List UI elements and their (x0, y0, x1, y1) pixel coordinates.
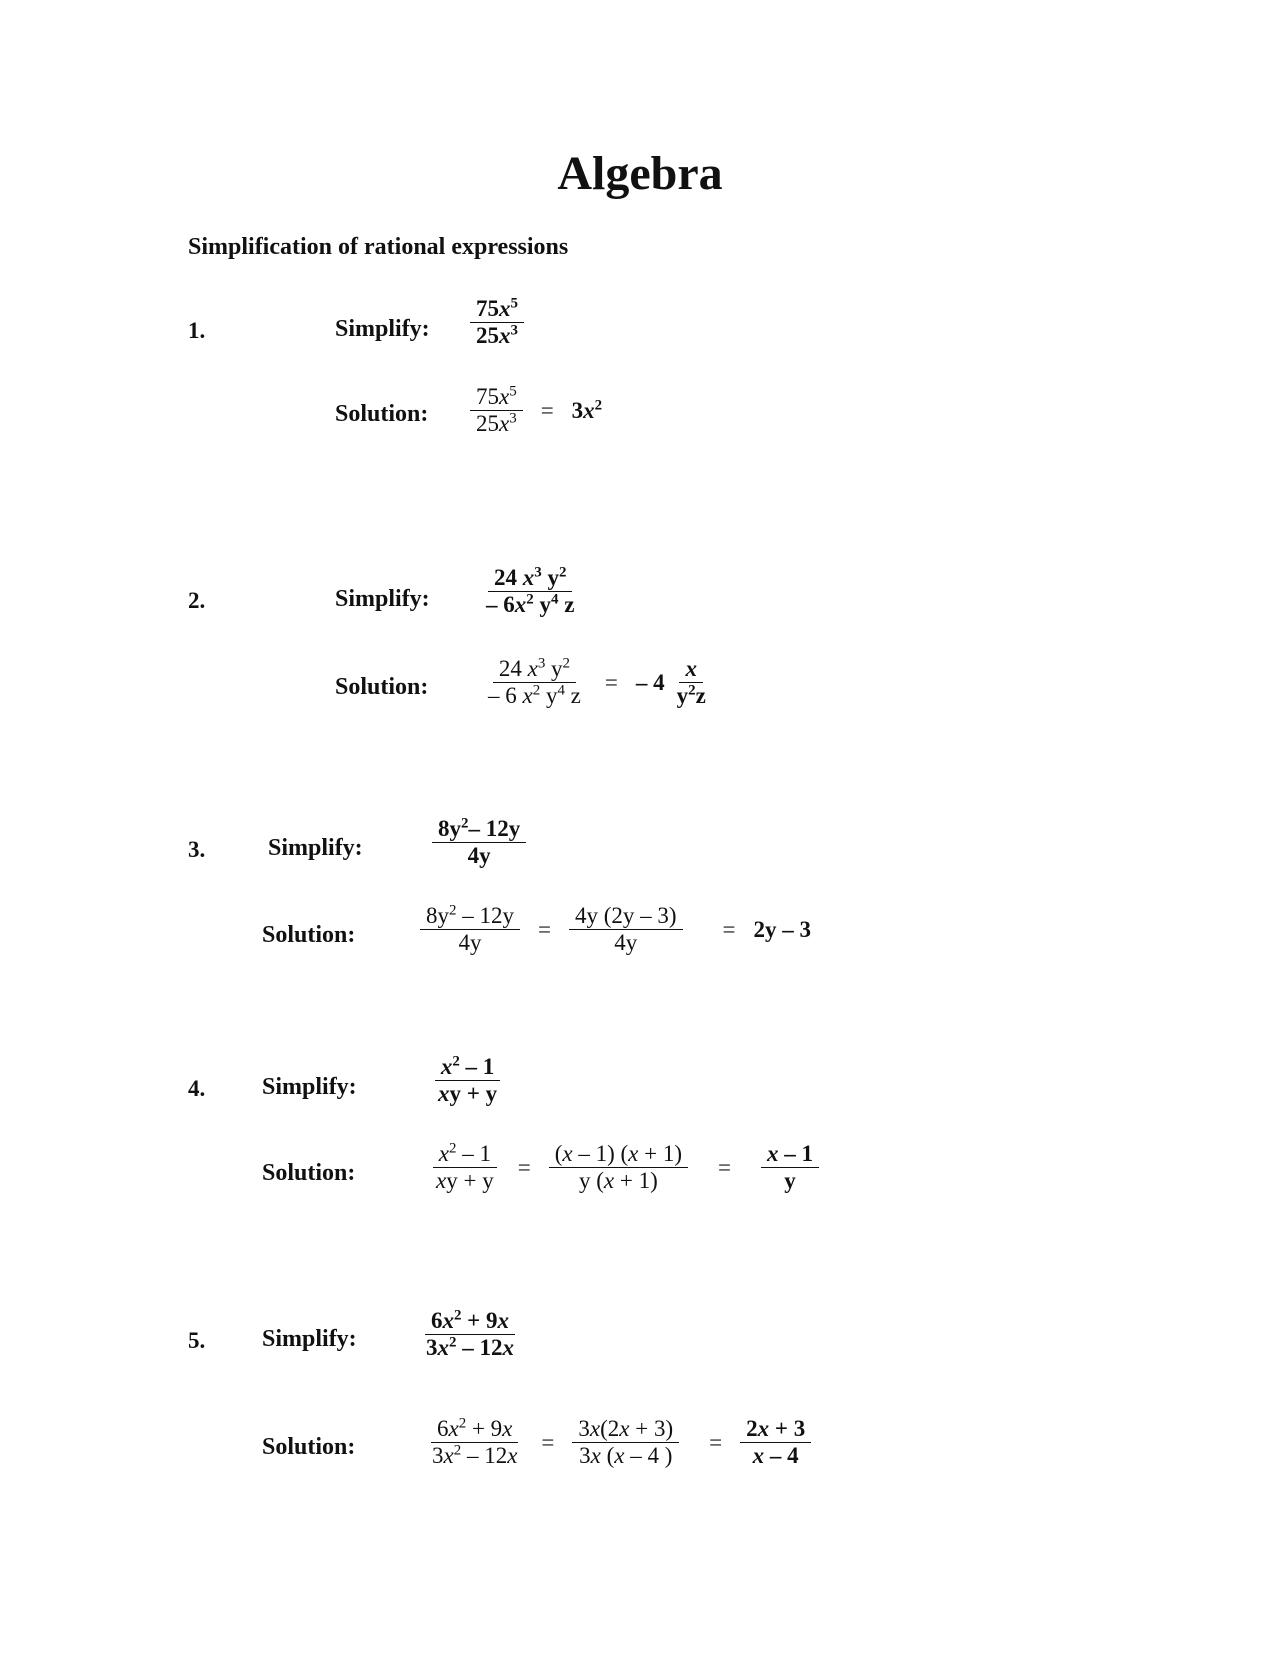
equals-sign: = (541, 1429, 555, 1455)
fraction (572, 1416, 679, 1470)
solution-label: Solution: (262, 1434, 356, 1460)
solution-expression (430, 1141, 819, 1195)
equals-sign: = (604, 669, 618, 695)
denominator: xy + y (436, 1168, 494, 1194)
numerator: x – 1 (761, 1141, 819, 1168)
numerator: $6x^2 + 9x$ (431, 1416, 518, 1443)
numerator: 24 $x^3$ $y^2$ (488, 565, 572, 592)
solution-expression (420, 903, 811, 957)
numerator: $75x^5$ (470, 296, 524, 323)
numerator: $6x^2 + 9x$ (425, 1308, 515, 1335)
denominator: $25x^3$ (476, 322, 518, 349)
numerator: $8y^2-$ 12y (432, 816, 526, 843)
fraction (430, 1141, 500, 1195)
numerator: 3x(2x + 3) (572, 1416, 679, 1443)
answer-prefix: – 4 (635, 669, 665, 695)
denominator: y (x + 1) (578, 1168, 658, 1194)
simplify-label: Simplify: (335, 586, 430, 612)
fraction (426, 1416, 523, 1470)
denominator: 4y (467, 843, 491, 869)
denominator: 4y (614, 930, 638, 956)
solution-expression (482, 656, 712, 710)
problem-expression (432, 816, 526, 870)
denominator: xy + y (438, 1081, 498, 1107)
denominator: 3x (x – 4 ) (579, 1443, 673, 1469)
denominator: y (784, 1168, 796, 1194)
equals-sign: = (537, 916, 551, 942)
equals-sign: = (722, 916, 736, 942)
solution-expression (470, 384, 602, 438)
solution-expression (426, 1416, 811, 1470)
denominator: – 6 $x^2$ $y^4$ z (488, 682, 581, 709)
equals-sign: = (709, 1429, 723, 1455)
problem-number: 2. (188, 588, 206, 613)
simplify-label: Simplify: (335, 316, 430, 342)
numerator: 4y (2y – 3) (569, 903, 683, 930)
numerator: $x^2 - 1$ (433, 1141, 497, 1168)
numerator: $8y^2 - 12y$ (420, 903, 520, 930)
denominator: – $6x^2$ $y^4$ z (486, 591, 575, 618)
problem-expression (432, 1054, 503, 1108)
fraction (480, 565, 580, 619)
solution-label: Solution: (335, 401, 429, 427)
fraction (482, 656, 587, 710)
problem-number: 1. (188, 318, 206, 343)
simplify-label: Simplify: (262, 1326, 357, 1352)
simplify-label: Simplify: (268, 835, 363, 861)
problem-number: 4. (188, 1076, 206, 1101)
denominator: $3x^2 - 12x$ (426, 1334, 514, 1361)
problem-number: 5. (188, 1328, 206, 1353)
numerator: 24 $x^3$ $y^2$ (493, 656, 576, 683)
problem-expression (470, 296, 524, 350)
section-heading: Simplification of rational expressions (188, 234, 569, 260)
fraction (432, 1054, 503, 1108)
answer: $3x^2$ (571, 397, 603, 423)
simplify-label: Simplify: (262, 1074, 357, 1100)
fraction (420, 1308, 520, 1362)
numerator: $x^2 - 1$ (435, 1054, 500, 1081)
numerator: x (679, 656, 703, 683)
denominator: 4y (458, 930, 482, 956)
numerator: $75x^5$ (470, 384, 523, 411)
fraction (470, 384, 523, 438)
denominator: $3x^2 - 12x$ (432, 1442, 518, 1469)
answer-fraction (671, 656, 712, 710)
denominator: $25x^3$ (476, 410, 517, 437)
numerator: (x – 1) (x + 1) (549, 1141, 688, 1168)
equals-sign: = (540, 397, 554, 423)
answer-fraction (761, 1141, 819, 1195)
problem-expression (480, 565, 580, 619)
problem-expression (420, 1308, 520, 1362)
fraction (470, 296, 524, 350)
solution-label: Solution: (262, 922, 356, 948)
equals-sign: = (718, 1154, 731, 1180)
problem-number: 3. (188, 837, 206, 862)
fraction (432, 816, 526, 870)
fraction (420, 903, 520, 957)
solution-label: Solution: (262, 1160, 356, 1186)
solution-label: Solution: (335, 674, 429, 700)
equals-sign: = (517, 1154, 531, 1180)
fraction (569, 903, 683, 957)
page-title: Algebra (557, 147, 723, 200)
denominator: $y^2z$ (676, 682, 706, 709)
denominator: x – 4 (752, 1443, 799, 1469)
numerator: 2x + 3 (740, 1416, 811, 1443)
fraction (549, 1141, 688, 1195)
answer-fraction (740, 1416, 811, 1470)
answer: 2y – 3 (753, 916, 812, 942)
